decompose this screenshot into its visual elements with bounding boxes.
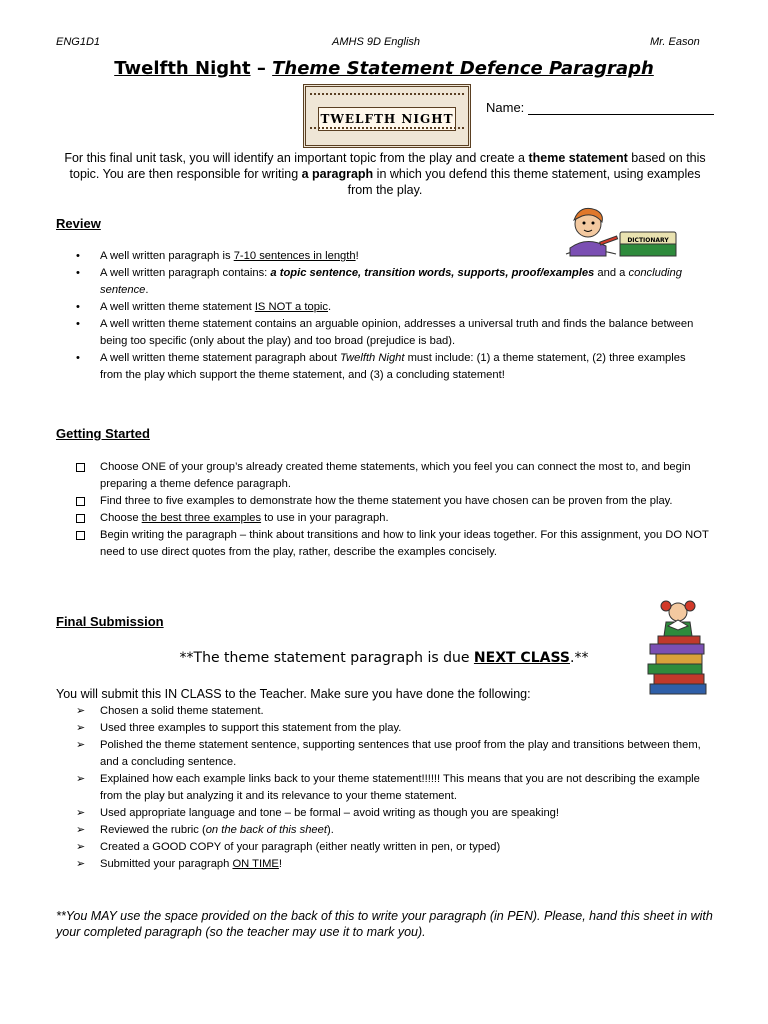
submission-item: ➢ Reviewed the rubric (on the back of this sheet). (56, 822, 716, 839)
logo-ornament-bottom (310, 127, 464, 139)
checklist-item[interactable]: Find three to five examples to demonstrate how the theme statement you have chosen can be proven from the play. (56, 493, 716, 510)
review-item: • A well written theme statement contains an arguable opinion, addresses a universal truth and finds the balance between being too specific (only about the play) and too broad (prejudice is bad). (56, 316, 696, 350)
footnote: **You MAY use the space provided on the back of this to write your paragraph (in PEN). Please, hand this sheet in with your completed paragraph (so the teacher may use it to mark you). (56, 909, 713, 939)
logo-ornament-top (310, 93, 464, 105)
title-subtitle: Theme Statement Defence Paragraph (272, 58, 654, 79)
page-title (0, 58, 768, 79)
review-item: • A well written paragraph is 7-10 sentences in length! (56, 248, 696, 265)
review-item: • A well written theme statement paragraph about Twelfth Night must include: (1) a theme statement, (2) three examples from the play which support the theme statement, and (3) a concluding statement! (56, 350, 696, 384)
intro-bold: theme statement (528, 151, 628, 165)
submission-item: ➢ Created a GOOD COPY of your paragraph (either neatly written in pen, or typed) (56, 839, 716, 856)
review-list (56, 248, 696, 384)
name-line[interactable] (528, 114, 714, 115)
review-heading: Review (56, 216, 101, 231)
final-submission-heading: Final Submission (56, 614, 164, 629)
due-statement: **The theme statement paragraph is due NEXT CLASS.** (179, 650, 589, 666)
checklist-item[interactable]: Choose the best three examples to use in your paragraph. (56, 510, 716, 527)
review-item: • A well written theme statement IS NOT a topic. (56, 299, 696, 316)
svg-text:DICTIONARY: DICTIONARY (627, 237, 669, 244)
submission-intro: You will submit this IN CLASS to the Teacher. Make sure you have done the following: (56, 687, 531, 701)
twelfth-night-logo (303, 84, 471, 148)
submission-checklist (56, 703, 716, 873)
review-item: • A well written paragraph contains: a topic sentence, transition words, supports, proof/examples and a concluding sentence. (56, 265, 696, 299)
checklist-item[interactable]: Begin writing the paragraph – think about transitions and how to link your ideas together. For this assignment, you DO NOT need to use direct quotes from the play, rather, describe the examples concisely. (56, 527, 716, 561)
course-code: ENG1D1 (56, 36, 101, 48)
submission-item: ➢ Used appropriate language and tone – be formal – avoid writing as though you are speaking! (56, 805, 716, 822)
intro-paragraph (60, 150, 710, 198)
title-play: Twelfth Night (114, 58, 251, 79)
title-dash: – (250, 58, 273, 79)
teacher-name: Mr. Eason (650, 36, 700, 48)
checklist-item[interactable]: Choose ONE of your group’s already created theme statements, which you feel you can connect the most to, and begin preparing a theme defence paragraph. (56, 459, 716, 493)
submission-item: ➢ Polished the theme statement sentence, supporting sentences that use proof from the play and transitions between them, and a concluding sentence. (56, 737, 716, 771)
intro-text: For this final unit task, you will identify an important topic from the play and create a (64, 151, 529, 165)
intro-text: based on this topic. You are then responsible for writing (69, 151, 706, 181)
name-label: Name: (486, 100, 525, 115)
getting-started-list (56, 459, 716, 561)
intro-text: in which you defend this theme statement, using examples from the play. (347, 167, 701, 197)
course-name: AMHS 9D English (332, 36, 421, 48)
getting-started-heading: Getting Started (56, 426, 150, 441)
intro-bold: a paragraph (301, 167, 374, 181)
logo-text: TWELFTH NIGHT (318, 107, 456, 131)
submission-item: ➢ Submitted your paragraph ON TIME! (56, 856, 716, 873)
submission-item: ➢ Used three examples to support this statement from the play. (56, 720, 716, 737)
girl-reading-on-books-icon (640, 596, 716, 698)
submission-item: ➢ Chosen a solid theme statement. (56, 703, 716, 720)
submission-item: ➢ Explained how each example links back to your theme statement!!!!!! This means that you are not describing the example from the play but analyzing it and its relevance to your theme statement. (56, 771, 716, 805)
